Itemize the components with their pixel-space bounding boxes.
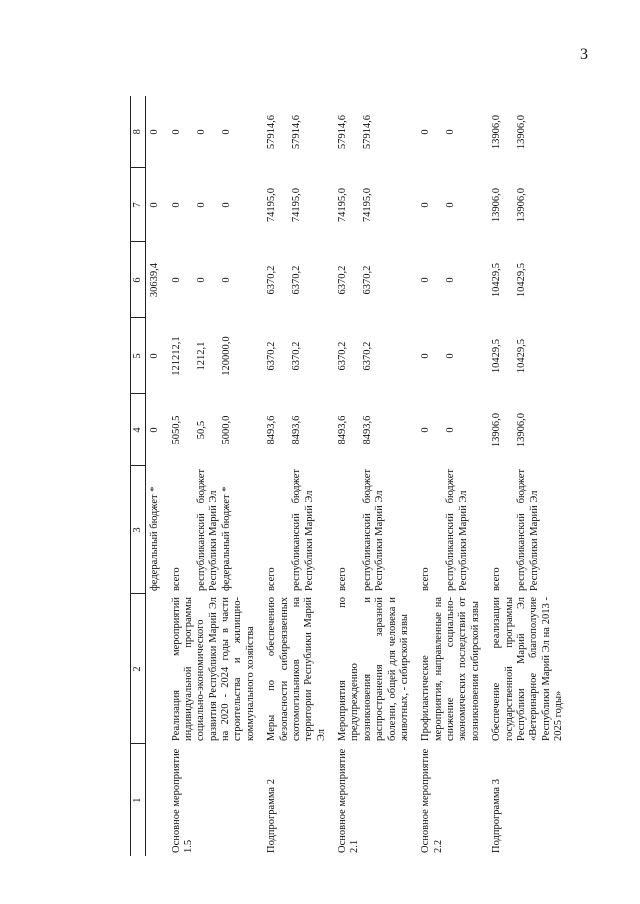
value: 13906,0 — [491, 187, 503, 223]
value: 1212,1 — [195, 341, 207, 371]
value: 30639,4 — [149, 262, 160, 298]
value-cell-col-6 — [488, 242, 571, 318]
value: 57914,6 — [291, 114, 303, 150]
table-row — [417, 96, 488, 856]
row-label: Подпрограмма 2 — [266, 779, 278, 853]
value-cell-col-6 — [146, 242, 168, 318]
funding-source: республиканский бюджет Республики Марий Эл — [195, 469, 219, 591]
value: 0 — [445, 202, 457, 208]
funding-source: всего — [170, 567, 182, 591]
value: 57914,6 — [362, 114, 373, 150]
funding-source: республиканский бюджет Республики Марий Эл — [362, 469, 386, 591]
value-cell-col-4 — [146, 394, 168, 466]
value-cell-col-4 — [488, 394, 571, 466]
row-description-cell — [417, 594, 488, 744]
funding-source-cell — [488, 466, 571, 594]
value-cell-col-4 — [334, 394, 417, 466]
value: 74195,0 — [362, 187, 373, 223]
value: 6370,2 — [337, 341, 348, 371]
value-cell-col-7 — [417, 168, 488, 242]
funding-source-cell — [417, 466, 488, 594]
value: 8493,6 — [291, 415, 303, 445]
table-row — [263, 96, 334, 856]
value: 0 — [170, 129, 182, 135]
row-label-cell — [334, 744, 417, 856]
col-header-4: 4 — [131, 394, 146, 466]
value-cell-col-6 — [417, 242, 488, 318]
value: 0 — [170, 277, 182, 283]
value: 13906,0 — [516, 187, 528, 223]
value: 5050,5 — [170, 415, 182, 445]
value-cell-col-6 — [334, 242, 417, 318]
row-label-cell — [168, 744, 264, 856]
value-cell-col-5 — [263, 318, 334, 394]
col-header-6: 6 — [131, 242, 146, 318]
value: 0 — [195, 277, 207, 283]
value: 0 — [420, 353, 432, 359]
row-label-cell — [488, 744, 571, 856]
value-cell-col-8 — [417, 96, 488, 168]
row-description-cell — [334, 594, 417, 744]
table-row — [146, 96, 168, 856]
value: 57914,6 — [266, 114, 278, 150]
col-header-5: 5 — [131, 318, 146, 394]
row-label-cell — [146, 744, 168, 856]
page-number: 3 — [580, 46, 588, 63]
rotated-table-sheet — [130, 96, 564, 856]
col-header-7: 7 — [131, 168, 146, 242]
row-label-cell — [417, 744, 488, 856]
col-header-2: 2 — [131, 594, 146, 744]
value-cell-col-4 — [417, 394, 488, 466]
value: 5000,0 — [220, 415, 232, 445]
funding-source: республиканский бюджет Республики Марий Эл — [291, 469, 315, 591]
value: 0 — [420, 277, 432, 283]
table-row — [168, 96, 264, 856]
value: 6370,2 — [291, 265, 303, 295]
value: 0 — [445, 129, 457, 135]
value: 0 — [445, 277, 457, 283]
value: 0 — [195, 129, 207, 135]
value: 57914,6 — [337, 114, 348, 150]
value-cell-col-7 — [146, 168, 168, 242]
value: 0 — [149, 129, 160, 135]
col-header-1: 1 — [131, 744, 146, 856]
funding-source-cell — [146, 466, 168, 594]
value: 6370,2 — [337, 265, 348, 295]
value-cell-col-8 — [146, 96, 168, 168]
value-cell-col-8 — [488, 96, 571, 168]
funding-source: всего — [420, 567, 432, 591]
funding-source: республиканский бюджет Республики Марий Эл — [445, 469, 469, 591]
row-description-cell — [263, 594, 334, 744]
row-description-cell — [168, 594, 264, 744]
funding-source-cell — [263, 466, 334, 594]
value: 6370,2 — [266, 341, 278, 371]
row-label: Основное мероприятие 2.2 — [420, 748, 444, 853]
value: 121212,1 — [170, 336, 182, 376]
funding-source: республиканский бюджет Республики Марий Эл — [516, 469, 540, 591]
value-cell-col-7 — [263, 168, 334, 242]
value-cell-col-6 — [263, 242, 334, 318]
table-row — [334, 96, 417, 856]
value-cell-col-5 — [168, 318, 264, 394]
row-description: Реализация мероприятий индивидуальной программы социально-экономического развития Республики Марий Эл на 2020 - 2024 годы в части строительства и жилищно-коммунального хозяйства — [170, 597, 256, 741]
value: 0 — [170, 202, 182, 208]
value: 10429,5 — [516, 338, 528, 374]
value: 50,5 — [195, 420, 207, 440]
value: 6370,2 — [362, 341, 373, 371]
value-cell-col-8 — [334, 96, 417, 168]
value-cell-col-5 — [488, 318, 571, 394]
value-cell-col-6 — [168, 242, 264, 318]
value: 74195,0 — [337, 187, 348, 223]
row-label-cell — [263, 744, 334, 856]
row-description-cell — [146, 594, 168, 744]
value: 0 — [195, 202, 207, 208]
funding-source-cell — [334, 466, 417, 594]
value: 6370,2 — [266, 265, 278, 295]
value: 13906,0 — [516, 114, 528, 150]
value: 0 — [420, 202, 432, 208]
value: 0 — [220, 277, 232, 283]
funding-source-cell — [168, 466, 264, 594]
row-label: Основное мероприятие 1.5 — [170, 748, 194, 853]
value: 0 — [420, 129, 432, 135]
value: 0 — [445, 427, 457, 433]
value: 0 — [220, 202, 232, 208]
value-cell-col-7 — [168, 168, 264, 242]
value: 0 — [149, 427, 160, 433]
value-cell-col-8 — [168, 96, 264, 168]
value: 10429,5 — [516, 262, 528, 298]
value: 13906,0 — [491, 412, 503, 448]
row-label: Основное мероприятие 2.1 — [337, 748, 361, 853]
value-cell-col-4 — [263, 394, 334, 466]
value: 0 — [420, 427, 432, 433]
budget-table — [130, 96, 571, 856]
value-cell-col-8 — [263, 96, 334, 168]
value-cell-col-4 — [168, 394, 264, 466]
value: 8493,6 — [337, 415, 348, 445]
value: 8493,6 — [362, 415, 373, 445]
value: 0 — [220, 129, 232, 135]
value-cell-col-7 — [488, 168, 571, 242]
value: 13906,0 — [491, 114, 503, 150]
value: 6370,2 — [362, 265, 373, 295]
value: 0 — [445, 353, 457, 359]
row-label: Подпрограмма 3 — [491, 779, 503, 853]
row-description: Меры по обеспечению безопасности сибиреязвенных скотомогильников на территории Республики Марий Эл — [266, 597, 327, 741]
header-row — [131, 96, 146, 856]
value: 10429,5 — [491, 338, 503, 374]
value: 120000,0 — [220, 336, 232, 376]
value: 0 — [149, 353, 160, 359]
value-cell-col-5 — [146, 318, 168, 394]
table-row — [488, 96, 571, 856]
value-cell-col-7 — [334, 168, 417, 242]
col-header-8: 8 — [131, 96, 146, 168]
col-header-3: 3 — [131, 466, 146, 594]
value-cell-col-5 — [417, 318, 488, 394]
value: 74195,0 — [266, 187, 278, 223]
value-cell-col-5 — [334, 318, 417, 394]
value: 74195,0 — [291, 187, 303, 223]
value: 6370,2 — [291, 341, 303, 371]
funding-source: федеральный бюджет * — [149, 486, 160, 591]
row-description-cell — [488, 594, 571, 744]
value: 8493,6 — [266, 415, 278, 445]
value: 10429,5 — [491, 262, 503, 298]
row-description: Мероприятия по предупреждению возникновения и распространения заразной болезни, общей для человека и животных, - сибирской язвы — [337, 597, 410, 741]
row-description: Профилактические мероприятия, направленные на снижение социально-экономических последствий от возникновения сибирской язвы — [420, 597, 481, 741]
value: 13906,0 — [516, 412, 528, 448]
row-description: Обеспечение реализации государственной программы Республики Марий Эл «Ветеринарное благополучие Республики Марий Эл на 2013 - 2025 годы» — [491, 597, 564, 741]
funding-source: всего — [266, 567, 278, 591]
value: 0 — [149, 202, 160, 208]
funding-source: всего — [491, 567, 503, 591]
funding-source: федеральный бюджет * — [220, 486, 232, 591]
funding-source: всего — [337, 567, 348, 591]
